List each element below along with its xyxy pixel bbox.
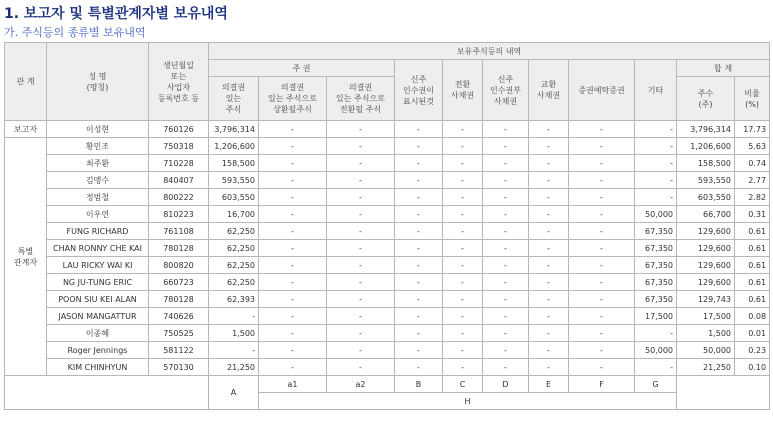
- cell-a2: -: [327, 291, 395, 308]
- cell-ratio: 0.61: [735, 291, 770, 308]
- cell-a2: -: [327, 240, 395, 257]
- cell-ratio: 0.74: [735, 155, 770, 172]
- cell-birth: 840407: [149, 172, 209, 189]
- cell-e: -: [529, 138, 569, 155]
- header-total-shares: [677, 77, 735, 121]
- cell-g: 67,350: [635, 291, 677, 308]
- header-exchangeable-bond-text: 교환 사채권: [536, 80, 561, 100]
- cell-birth: 750525: [149, 325, 209, 342]
- cell-a: 593,550: [209, 172, 259, 189]
- cell-c: -: [443, 274, 483, 291]
- header-bond-with-warrant: [483, 60, 529, 121]
- cell-g: 67,350: [635, 240, 677, 257]
- header-warrant-cert: [395, 60, 443, 121]
- header-ratio: [735, 77, 770, 121]
- table-row: [5, 308, 770, 325]
- cell-ratio: 0.31: [735, 206, 770, 223]
- cell-d: -: [483, 223, 529, 240]
- cell-birth: 810223: [149, 206, 209, 223]
- cell-e: -: [529, 189, 569, 206]
- cell-a1: -: [259, 121, 327, 138]
- legend-c: C: [443, 376, 483, 393]
- cell-a1: -: [259, 274, 327, 291]
- cell-a: 158,500: [209, 155, 259, 172]
- cell-e: -: [529, 121, 569, 138]
- cell-a: 3,796,314: [209, 121, 259, 138]
- cell-total: 129,600: [677, 257, 735, 274]
- cell-c: -: [443, 257, 483, 274]
- cell-total: 66,700: [677, 206, 735, 223]
- cell-c: -: [443, 342, 483, 359]
- cell-g: -: [635, 138, 677, 155]
- table-row: [5, 342, 770, 359]
- header-warrant-cert-text: 신주 인수권이 표시된것: [403, 74, 434, 106]
- cell-b: -: [395, 172, 443, 189]
- cell-b: -: [395, 274, 443, 291]
- cell-a: 62,393: [209, 291, 259, 308]
- legend-row-1: [5, 376, 770, 393]
- header-stock-exchangeable-text: 의결권 있는 주식으로 전환될 주식: [336, 83, 385, 114]
- cell-b: -: [395, 257, 443, 274]
- table-row: [5, 223, 770, 240]
- cell-total: 17,500: [677, 308, 735, 325]
- cell-f: -: [569, 342, 635, 359]
- header-other: 기타: [635, 60, 677, 121]
- cell-b: -: [395, 359, 443, 376]
- cell-a1: -: [259, 308, 327, 325]
- cell-total: 1,500: [677, 325, 735, 342]
- cell-relation: 보고자: [5, 121, 47, 138]
- header-stock-group: 주 권: [209, 60, 395, 77]
- cell-total: 129,600: [677, 223, 735, 240]
- cell-a1: -: [259, 172, 327, 189]
- cell-name: 최주환: [47, 155, 149, 172]
- cell-b: -: [395, 189, 443, 206]
- cell-ratio: 0.61: [735, 274, 770, 291]
- cell-a2: -: [327, 325, 395, 342]
- header-convertible-bond-text: 전환 사채권: [450, 80, 475, 100]
- cell-f: -: [569, 359, 635, 376]
- cell-a1: -: [259, 359, 327, 376]
- cell-e: -: [529, 291, 569, 308]
- cell-d: -: [483, 172, 529, 189]
- cell-name: LAU RICKY WAI KI: [47, 257, 149, 274]
- cell-e: -: [529, 274, 569, 291]
- cell-a1: -: [259, 155, 327, 172]
- cell-a2: -: [327, 359, 395, 376]
- cell-ratio: 2.77: [735, 172, 770, 189]
- cell-b: -: [395, 308, 443, 325]
- cell-g: -: [635, 359, 677, 376]
- cell-a2: -: [327, 308, 395, 325]
- header-birth: [149, 43, 209, 121]
- page-title: 1. 보고자 및 특별관계자별 보유내역: [4, 6, 228, 22]
- cell-b: -: [395, 138, 443, 155]
- table-row: [5, 274, 770, 291]
- cell-f: -: [569, 121, 635, 138]
- cell-d: -: [483, 138, 529, 155]
- cell-c: -: [443, 172, 483, 189]
- cell-a: 62,250: [209, 274, 259, 291]
- header-name: [47, 43, 149, 121]
- legend-a: A: [209, 376, 259, 410]
- cell-a1: -: [259, 342, 327, 359]
- cell-f: -: [569, 155, 635, 172]
- header-stock-voting: [209, 77, 259, 121]
- table-row: [5, 359, 770, 376]
- cell-g: 67,350: [635, 257, 677, 274]
- cell-f: -: [569, 138, 635, 155]
- header-ratio-text: 비율 (%): [744, 88, 760, 109]
- cell-g: 17,500: [635, 308, 677, 325]
- cell-c: -: [443, 308, 483, 325]
- table-row: [5, 155, 770, 172]
- cell-a: -: [209, 342, 259, 359]
- cell-name: 정범철: [47, 189, 149, 206]
- cell-a1: -: [259, 223, 327, 240]
- cell-birth: 780128: [149, 291, 209, 308]
- cell-b: -: [395, 240, 443, 257]
- cell-name: Roger Jennings: [47, 342, 149, 359]
- cell-birth: 660723: [149, 274, 209, 291]
- cell-g: 50,000: [635, 206, 677, 223]
- cell-d: -: [483, 155, 529, 172]
- cell-birth: 760126: [149, 121, 209, 138]
- cell-ratio: 0.61: [735, 257, 770, 274]
- cell-d: -: [483, 308, 529, 325]
- cell-g: -: [635, 121, 677, 138]
- cell-a1: -: [259, 189, 327, 206]
- cell-total: 593,550: [677, 172, 735, 189]
- cell-a2: -: [327, 189, 395, 206]
- cell-d: -: [483, 240, 529, 257]
- cell-f: -: [569, 274, 635, 291]
- cell-a2: -: [327, 274, 395, 291]
- cell-total: 129,600: [677, 274, 735, 291]
- cell-a: -: [209, 308, 259, 325]
- cell-e: -: [529, 240, 569, 257]
- cell-e: -: [529, 257, 569, 274]
- cell-d: -: [483, 189, 529, 206]
- cell-a1: -: [259, 257, 327, 274]
- cell-b: -: [395, 291, 443, 308]
- cell-f: -: [569, 308, 635, 325]
- cell-birth: 800820: [149, 257, 209, 274]
- cell-c: -: [443, 206, 483, 223]
- cell-b: -: [395, 325, 443, 342]
- cell-ratio: 0.08: [735, 308, 770, 325]
- header-holdings-group: 보유주식등의 내역: [209, 43, 770, 60]
- header-stock-voting-text: 의결권 있는 주식: [221, 83, 246, 114]
- header-bond-with-warrant-text: 신주 인수권부 사채권: [490, 74, 521, 106]
- cell-a: 1,206,600: [209, 138, 259, 155]
- legend-blank: [5, 376, 209, 410]
- cell-g: -: [635, 155, 677, 172]
- legend-d: D: [483, 376, 529, 393]
- cell-birth: 740626: [149, 308, 209, 325]
- cell-c: -: [443, 138, 483, 155]
- header-relation: 관 계: [5, 43, 47, 121]
- cell-c: -: [443, 121, 483, 138]
- cell-d: -: [483, 359, 529, 376]
- cell-ratio: 0.61: [735, 223, 770, 240]
- cell-birth: 780128: [149, 240, 209, 257]
- cell-birth: 581122: [149, 342, 209, 359]
- cell-a2: -: [327, 121, 395, 138]
- cell-d: -: [483, 206, 529, 223]
- legend-g: G: [635, 376, 677, 393]
- cell-d: -: [483, 121, 529, 138]
- cell-name: CHAN RONNY CHE KAI: [47, 240, 149, 257]
- cell-f: -: [569, 257, 635, 274]
- cell-g: -: [635, 189, 677, 206]
- cell-a1: -: [259, 240, 327, 257]
- cell-ratio: 0.01: [735, 325, 770, 342]
- cell-c: -: [443, 291, 483, 308]
- cell-ratio: 0.10: [735, 359, 770, 376]
- cell-a: 62,250: [209, 223, 259, 240]
- cell-name: 이우연: [47, 206, 149, 223]
- cell-a: 603,550: [209, 189, 259, 206]
- cell-birth: 800222: [149, 189, 209, 206]
- cell-b: -: [395, 121, 443, 138]
- legend-h: H: [259, 393, 677, 410]
- cell-d: -: [483, 274, 529, 291]
- cell-total: 1,206,600: [677, 138, 735, 155]
- cell-a1: -: [259, 138, 327, 155]
- cell-a1: -: [259, 206, 327, 223]
- cell-f: -: [569, 223, 635, 240]
- cell-a1: -: [259, 325, 327, 342]
- cell-birth: 750318: [149, 138, 209, 155]
- cell-ratio: 17.73: [735, 121, 770, 138]
- cell-name: 이성현: [47, 121, 149, 138]
- header-name-text: 성 명 (명칭): [86, 71, 109, 92]
- header-convertible-bond: [443, 60, 483, 121]
- cell-a: 62,250: [209, 257, 259, 274]
- table-row: [5, 206, 770, 223]
- cell-ratio: 2.82: [735, 189, 770, 206]
- header-stock-exchangeable: [327, 77, 395, 121]
- header-depositary-receipt: 증권예탁증권: [569, 60, 635, 121]
- cell-c: -: [443, 359, 483, 376]
- special-relation-label: 특별 관계자: [13, 246, 38, 267]
- table-row: [5, 325, 770, 342]
- cell-name: 김맹수: [47, 172, 149, 189]
- legend-a2: a2: [327, 376, 395, 393]
- table-row: [5, 291, 770, 308]
- section-subtitle: 가. 주식등의 종류별 보유내역: [4, 26, 146, 39]
- legend-total-blank: [677, 376, 770, 410]
- cell-e: -: [529, 206, 569, 223]
- cell-g: 50,000: [635, 342, 677, 359]
- legend-f: F: [569, 376, 635, 393]
- cell-name: 황민조: [47, 138, 149, 155]
- cell-c: -: [443, 223, 483, 240]
- cell-birth: 710228: [149, 155, 209, 172]
- holdings-table: [4, 42, 770, 410]
- cell-birth: 761108: [149, 223, 209, 240]
- cell-e: -: [529, 155, 569, 172]
- cell-a: 62,250: [209, 240, 259, 257]
- cell-e: -: [529, 223, 569, 240]
- cell-b: -: [395, 206, 443, 223]
- cell-b: -: [395, 223, 443, 240]
- table-row: [5, 240, 770, 257]
- legend-b: B: [395, 376, 443, 393]
- header-total-shares-text: 주수 (주): [697, 88, 714, 109]
- cell-b: -: [395, 342, 443, 359]
- cell-e: -: [529, 325, 569, 342]
- header-total-group: 합 계: [677, 60, 770, 77]
- cell-a2: -: [327, 342, 395, 359]
- cell-d: -: [483, 291, 529, 308]
- cell-a: 16,700: [209, 206, 259, 223]
- header-stock-convertible-text: 의결권 있는 주식으로 상환될주식: [268, 83, 317, 114]
- cell-name: 이종혜: [47, 325, 149, 342]
- cell-g: 67,350: [635, 223, 677, 240]
- cell-e: -: [529, 172, 569, 189]
- cell-name: NG JU-TUNG ERIC: [47, 274, 149, 291]
- header-birth-text: 생년월일 또는 사업자 등록번호 등: [157, 60, 200, 103]
- holdings-table-body: [5, 121, 770, 410]
- cell-d: -: [483, 342, 529, 359]
- cell-f: -: [569, 206, 635, 223]
- cell-total: 603,550: [677, 189, 735, 206]
- cell-f: -: [569, 172, 635, 189]
- legend-a1: a1: [259, 376, 327, 393]
- cell-total: 21,250: [677, 359, 735, 376]
- header-row-1: [5, 43, 770, 60]
- legend-e: E: [529, 376, 569, 393]
- cell-name: POON SIU KEI ALAN: [47, 291, 149, 308]
- cell-total: 50,000: [677, 342, 735, 359]
- cell-d: -: [483, 257, 529, 274]
- cell-f: -: [569, 291, 635, 308]
- cell-e: -: [529, 308, 569, 325]
- cell-a2: -: [327, 155, 395, 172]
- cell-a2: -: [327, 138, 395, 155]
- cell-relation-special: [5, 138, 47, 376]
- table-row: [5, 257, 770, 274]
- cell-c: -: [443, 325, 483, 342]
- cell-c: -: [443, 240, 483, 257]
- cell-f: -: [569, 240, 635, 257]
- table-row: [5, 172, 770, 189]
- cell-ratio: 0.61: [735, 240, 770, 257]
- cell-b: -: [395, 155, 443, 172]
- cell-c: -: [443, 189, 483, 206]
- cell-a1: -: [259, 291, 327, 308]
- cell-ratio: 5.63: [735, 138, 770, 155]
- table-row: [5, 189, 770, 206]
- cell-a2: -: [327, 172, 395, 189]
- header-exchangeable-bond: [529, 60, 569, 121]
- cell-e: -: [529, 342, 569, 359]
- cell-g: -: [635, 172, 677, 189]
- cell-name: FUNG RICHARD: [47, 223, 149, 240]
- cell-e: -: [529, 359, 569, 376]
- cell-total: 129,743: [677, 291, 735, 308]
- cell-total: 3,796,314: [677, 121, 735, 138]
- cell-total: 129,600: [677, 240, 735, 257]
- cell-a: 1,500: [209, 325, 259, 342]
- cell-g: -: [635, 325, 677, 342]
- cell-name: JASON MANGATTUR: [47, 308, 149, 325]
- cell-c: -: [443, 155, 483, 172]
- cell-f: -: [569, 325, 635, 342]
- cell-a2: -: [327, 206, 395, 223]
- cell-ratio: 0.23: [735, 342, 770, 359]
- cell-birth: 570130: [149, 359, 209, 376]
- table-row: [5, 138, 770, 155]
- cell-a2: -: [327, 257, 395, 274]
- cell-d: -: [483, 325, 529, 342]
- cell-f: -: [569, 189, 635, 206]
- cell-name: KIM CHINHYUN: [47, 359, 149, 376]
- table-row-reporter: [5, 121, 770, 138]
- cell-a2: -: [327, 223, 395, 240]
- cell-total: 158,500: [677, 155, 735, 172]
- header-stock-convertible: [259, 77, 327, 121]
- cell-g: 67,350: [635, 274, 677, 291]
- cell-a: 21,250: [209, 359, 259, 376]
